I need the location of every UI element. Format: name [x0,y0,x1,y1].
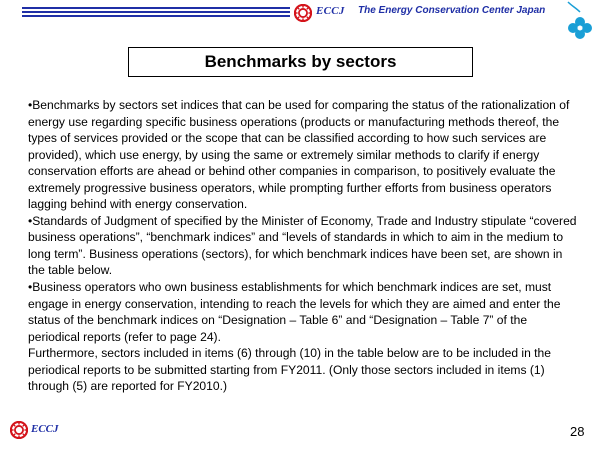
clover-logo-icon [564,0,596,42]
header-eccj-label: ECCJ [316,5,345,17]
page-title: Benchmarks by sectors [128,47,473,77]
footer-eccj-label: ECCJ [31,423,59,435]
body-content [28,97,580,395]
header-rule-lines [22,7,290,19]
header-organization-name: The Energy Conservation Center Japan [358,5,546,16]
page-number: 28 [570,424,585,439]
paragraph-periodical-reports: Furthermore, sectors included in items (6) through (10) in the table below are to be included in the periodical reports to be submitted starting from FY2011. (Only those sectors included in items (1) through (5) are reported for FY2010.) [28,346,551,394]
paragraph-business-operators: •Business operators who own business establishments for which benchmark indices are set, must engage in energy conservation, intending to reach the levels for which they are aimed and enter the status of the benchmark indices on “Designation – Table 6” and “Designation – Table 7” of the periodical reports (refer to page 24). [28,280,561,344]
paragraph-benchmark-definition: •Benchmarks by sectors set indices that can be used for comparing the status of the rationalization of energy use regarding specific business operations (products or manufacturing methods thereof, the types of services provided or the scope that can be classified according to how such services are provided), which use energy, by using the same or extremely similar methods to clarify if energy conservation efforts are ahead or behind other companies in comparison, to positively evaluate the extremely progressive business operators, while prompting further efforts from business operators lagging behind with energy conservation. [28,98,570,212]
paragraph-standards-of-judgment: •Standards of Judgment of specified by the Minister of Economy, Trade and Industry stipulate “covered business operations”, “benchmark indices” and “levels of standards in which to aim in the medium to long term”. Business operations (sectors), for which benchmark indices have been set, are shown in the table below. [28,213,577,278]
footer-eccj-logo-icon [10,421,28,439]
eccj-logo-icon [294,4,312,22]
